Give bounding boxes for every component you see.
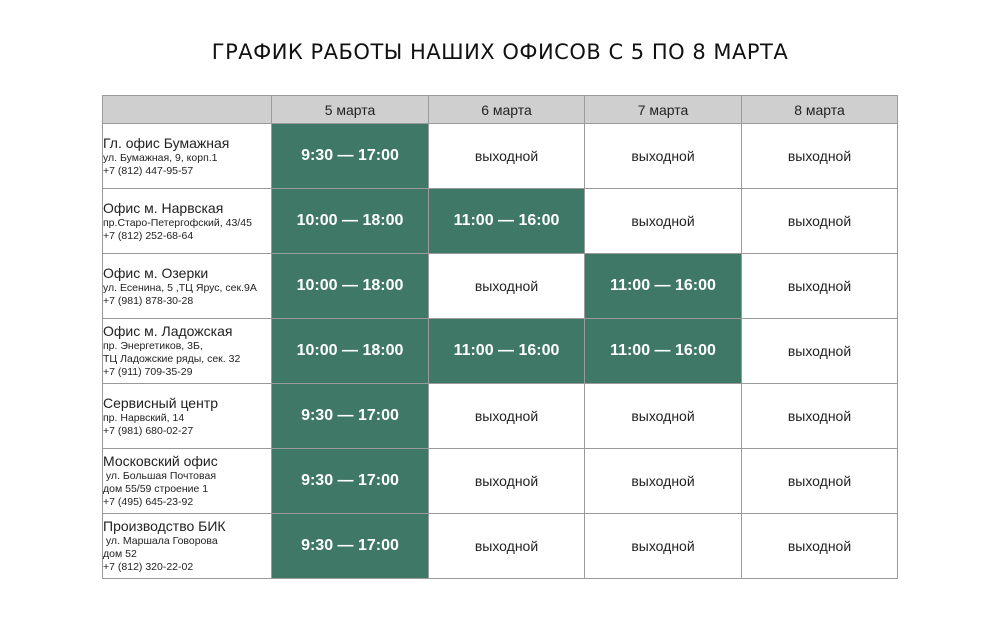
office-address-line: пр.Старо-Петергофский, 43/45 xyxy=(103,216,252,229)
day-off-cell: выходной xyxy=(742,254,898,319)
day-off-cell: выходной xyxy=(742,319,898,384)
office-cell xyxy=(103,384,272,449)
office-address-line: ул. Большая Почтовая xyxy=(103,470,217,482)
hours-cell: 9:30 — 17:00 xyxy=(272,449,429,514)
office-phone: +7 (981) 680-02-27 xyxy=(103,424,194,437)
hours-cell: 11:00 — 16:00 xyxy=(429,319,585,384)
office-name: Офис м. Ладожская xyxy=(103,323,233,339)
header-day-4: 8 марта xyxy=(742,96,898,124)
header-day-1: 5 марта xyxy=(272,96,429,124)
office-cell xyxy=(103,124,272,189)
office-address-line: пр. Энергетиков, 3Б, xyxy=(103,340,203,352)
table-row xyxy=(103,449,898,514)
hours-cell: 9:30 — 17:00 xyxy=(272,514,429,579)
office-phone: +7 (981) 878-30-28 xyxy=(103,294,194,307)
table-row xyxy=(103,384,898,449)
office-cell xyxy=(103,514,272,579)
office-cell xyxy=(103,319,272,384)
day-off-cell: выходной xyxy=(429,514,585,579)
office-name: Московский офис xyxy=(103,453,218,469)
hours-cell: 10:00 — 18:00 xyxy=(272,319,429,384)
office-address-line: ТЦ Ладожские ряды, сек. 32 xyxy=(103,353,241,365)
day-off-cell: выходной xyxy=(742,124,898,189)
schedule-table xyxy=(102,95,898,579)
office-cell xyxy=(103,254,272,319)
hours-cell: 10:00 — 18:00 xyxy=(272,254,429,319)
office-address-line: ул. Маршала Говорова xyxy=(103,535,218,547)
office-phone: +7 (911) 709-35-29 xyxy=(103,366,193,378)
hours-cell: 10:00 — 18:00 xyxy=(272,189,429,254)
table-row xyxy=(103,319,898,384)
office-address-line: дом 52 xyxy=(103,548,137,560)
header-office xyxy=(103,96,272,124)
table-row xyxy=(103,514,898,579)
office-address-line: дом 55/59 строение 1 xyxy=(103,483,209,495)
hours-cell: 11:00 — 16:00 xyxy=(429,189,585,254)
day-off-cell: выходной xyxy=(585,384,742,449)
office-phone: +7 (812) 447-95-57 xyxy=(103,164,194,177)
table-row xyxy=(103,189,898,254)
day-off-cell: выходной xyxy=(429,384,585,449)
hours-cell: 9:30 — 17:00 xyxy=(272,384,429,449)
day-off-cell: выходной xyxy=(742,189,898,254)
schedule-body xyxy=(103,124,898,579)
hours-cell: 11:00 — 16:00 xyxy=(585,254,742,319)
day-off-cell: выходной xyxy=(429,449,585,514)
hours-cell: 11:00 — 16:00 xyxy=(585,319,742,384)
day-off-cell: выходной xyxy=(742,514,898,579)
day-off-cell: выходной xyxy=(585,449,742,514)
office-cell xyxy=(103,189,272,254)
office-name: Гл. офис Бумажная xyxy=(103,134,230,151)
hours-cell: 9:30 — 17:00 xyxy=(272,124,429,189)
office-name: Офис м. Озерки xyxy=(103,264,209,281)
header-day-3: 7 марта xyxy=(585,96,742,124)
office-phone: +7 (495) 645-23-92 xyxy=(103,496,194,508)
office-address-line: пр. Нарвский, 14 xyxy=(103,411,185,424)
table-row xyxy=(103,124,898,189)
table-row xyxy=(103,254,898,319)
day-off-cell: выходной xyxy=(585,514,742,579)
header-day-2: 6 марта xyxy=(429,96,585,124)
day-off-cell: выходной xyxy=(429,254,585,319)
office-cell xyxy=(103,449,272,514)
office-phone: +7 (812) 252-68-64 xyxy=(103,229,194,242)
office-name: Производство БИК xyxy=(103,518,226,534)
office-address-line: ул. Есенина, 5 ,ТЦ Ярус, сек.9А xyxy=(103,281,257,294)
day-off-cell: выходной xyxy=(742,384,898,449)
day-off-cell: выходной xyxy=(585,124,742,189)
day-off-cell: выходной xyxy=(429,124,585,189)
office-name: Офис м. Нарвская xyxy=(103,199,224,216)
office-address-line: ул. Бумажная, 9, корп.1 xyxy=(103,151,218,164)
office-name: Сервисный центр xyxy=(103,394,219,411)
day-off-cell: выходной xyxy=(585,189,742,254)
page-title: ГРАФИК РАБОТЫ НАШИХ ОФИСОВ С 5 ПО 8 МАРТА xyxy=(211,40,789,64)
header-row xyxy=(103,96,898,124)
office-phone: +7 (812) 320-22-02 xyxy=(103,561,194,573)
day-off-cell: выходной xyxy=(742,449,898,514)
